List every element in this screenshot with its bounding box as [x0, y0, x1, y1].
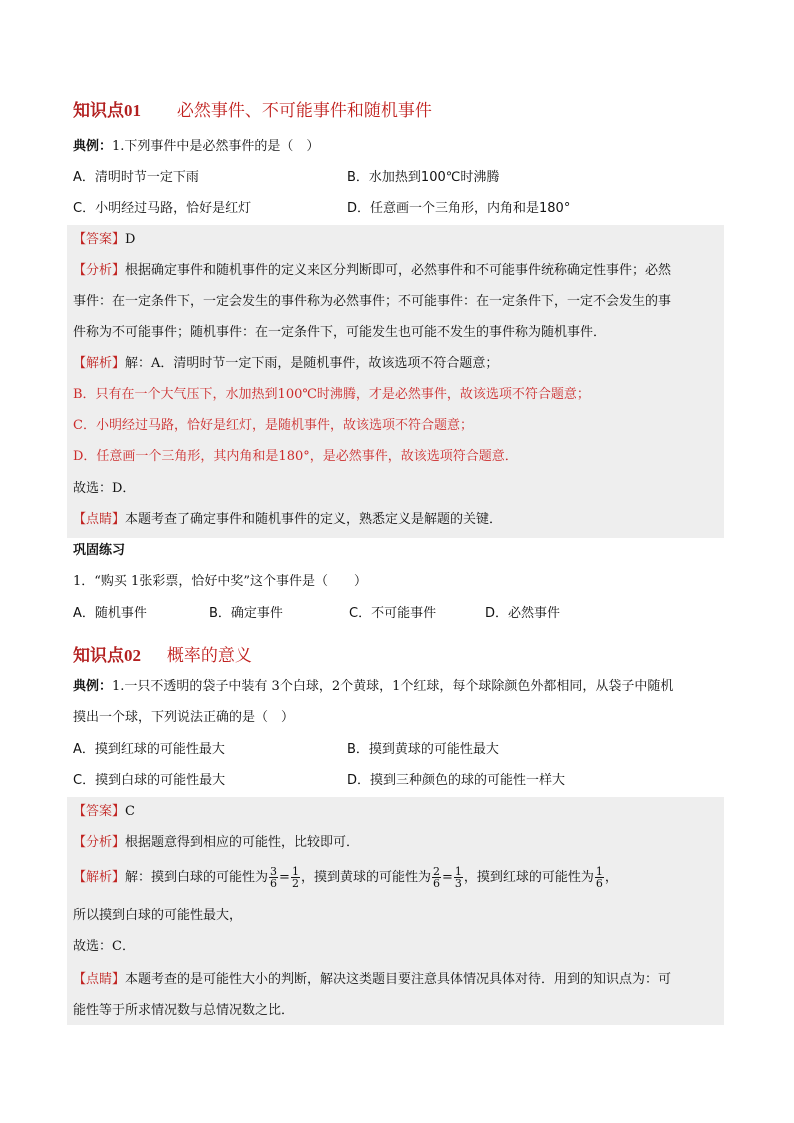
- answer-tag: 【答案】: [73, 232, 126, 247]
- analysis-text: 根据确定事件和随机事件的定义来区分判断即可，必然事件和不可能事件统称确定性事件；必然: [125, 263, 672, 278]
- example-2-question-line-2: 摸出一个球，下列说法正确的是（ ）: [73, 710, 295, 725]
- solution-line-4: D．任意画一个三角形，其内角和是180°，是必然事件，故该选项符合题意．: [73, 449, 518, 464]
- section-1-number: 知识点01: [73, 101, 141, 120]
- fraction-1-2: $\frac{1}{2}$: [291, 865, 299, 890]
- analysis-line-2: 事件：在一定条件下，一定会发生的事件称为必然事件；不可能事件：在一定条件下，一定不会发生的事: [73, 294, 672, 309]
- answer-tag: 【答案】: [73, 804, 126, 819]
- example-label: 典例：: [73, 679, 113, 694]
- section-1-heading: [73, 96, 432, 121]
- practice-option-c: C．不可能事件: [349, 606, 437, 621]
- fraction-3-6: $\frac{3}{6}$: [270, 865, 278, 890]
- solution-line-2-1: [73, 866, 618, 889]
- solution-line-2-3: 故选：C．: [73, 939, 135, 954]
- analysis-line-3: 件称为不可能事件；随机事件：在一定条件下，可能发生也可能不发生的事件称为随机事件．: [73, 325, 607, 340]
- analysis-tag: 【分析】: [73, 835, 126, 850]
- comment-text: 本题考查的是可能性大小的判断，解决这类题目要注意具体情况具体对待．用到的知识点为：可: [125, 972, 672, 987]
- question-text: 1.下列事件中是必然事件的是（ ）: [112, 139, 320, 154]
- option-b: B．水加热到100℃时沸腾: [347, 170, 500, 185]
- example-1-question: [73, 137, 319, 157]
- comment-line-2-1: [73, 970, 671, 990]
- solution-text-2: ，摸到黄球的可能性为: [300, 870, 431, 885]
- analysis-line-1: [73, 261, 671, 281]
- option-a: A．清明时节一定下雨: [73, 170, 199, 185]
- practice-question: 1．“购买 1张彩票，恰好中奖”这个事件是（ ）: [73, 574, 367, 589]
- option-a-2: A．摸到红球的可能性最大: [73, 742, 225, 757]
- solution-text-1: 解：摸到白球的可能性为: [125, 870, 269, 885]
- example-2-question-line-1: [73, 677, 673, 697]
- option-d: D．任意画一个三角形，内角和是180°: [347, 201, 571, 216]
- practice-title: 巩固练习: [73, 543, 126, 558]
- option-c-2: C．摸到白球的可能性最大: [73, 773, 226, 788]
- fraction-2-6: $\frac{2}{6}$: [432, 865, 440, 890]
- solution-line-2-2: 所以摸到白球的可能性最大，: [73, 908, 243, 923]
- section-2-number: 知识点02: [73, 646, 141, 665]
- solution-line-3: C．小明经过马路，恰好是红灯，是随机事件，故该选项不符合题意；: [73, 418, 473, 433]
- analysis-text: 根据题意得到相应的可能性，比较即可．: [125, 835, 360, 850]
- question-text: 1.一只不透明的袋子中装有 3个白球，2个黄球，1个红球，每个球除颜色外都相同，从袋子中随机: [112, 679, 674, 694]
- answer-value: D: [125, 232, 136, 247]
- solution-text-4: ，: [604, 870, 618, 885]
- option-b-2: B．摸到黄球的可能性最大: [347, 742, 499, 757]
- fraction-1-6: $\frac{1}{6}$: [595, 865, 603, 890]
- practice-option-d: D．必然事件: [485, 606, 561, 621]
- section-2-heading: [73, 641, 252, 666]
- analysis-line-2-1: [73, 833, 359, 853]
- comment-text: 本题考查了确定事件和随机事件的定义，熟悉定义是解题的关键．: [125, 512, 503, 527]
- solution-text: 解：A．清明时节一定下雨，是随机事件，故该选项不符合题意；: [125, 356, 499, 371]
- option-c: C．小明经过马路，恰好是红灯: [73, 201, 252, 216]
- solution-line-1: [73, 354, 498, 374]
- solution-line-2: B．只有在一个大气压下，水加热到100℃时沸腾，才是必然事件，故该选项不符合题意；: [73, 387, 590, 402]
- solution-text-3: ，摸到红球的可能性为: [463, 870, 594, 885]
- answer-value: C: [125, 804, 135, 819]
- solution-tag: 【解析】: [73, 356, 126, 371]
- practice-option-b: B．确定事件: [209, 606, 283, 621]
- option-d-2: D．摸到三种颜色的球的可能性一样大: [347, 773, 566, 788]
- equals-sign: =: [279, 870, 290, 885]
- comment-tag: 【点睛】: [73, 512, 126, 527]
- fraction-1-3: $\frac{1}{3}$: [454, 865, 462, 890]
- answer-line-1: [73, 230, 135, 250]
- solution-line-5: 故选：D．: [73, 481, 136, 496]
- equals-sign: =: [441, 870, 453, 885]
- answer-line-2: [73, 802, 135, 822]
- comment-line-2-2: 能性等于所求情况数与总情况数之比．: [73, 1003, 295, 1018]
- comment-line-1: [73, 510, 502, 530]
- example-label: 典例：: [73, 139, 113, 154]
- practice-option-a: A．随机事件: [73, 606, 147, 621]
- comment-tag: 【点睛】: [73, 972, 126, 987]
- solution-tag: 【解析】: [73, 870, 126, 885]
- section-2-title: 概率的意义: [166, 646, 252, 666]
- section-1-title: 必然事件、不可能事件和随机事件: [176, 101, 432, 121]
- analysis-tag: 【分析】: [73, 263, 126, 278]
